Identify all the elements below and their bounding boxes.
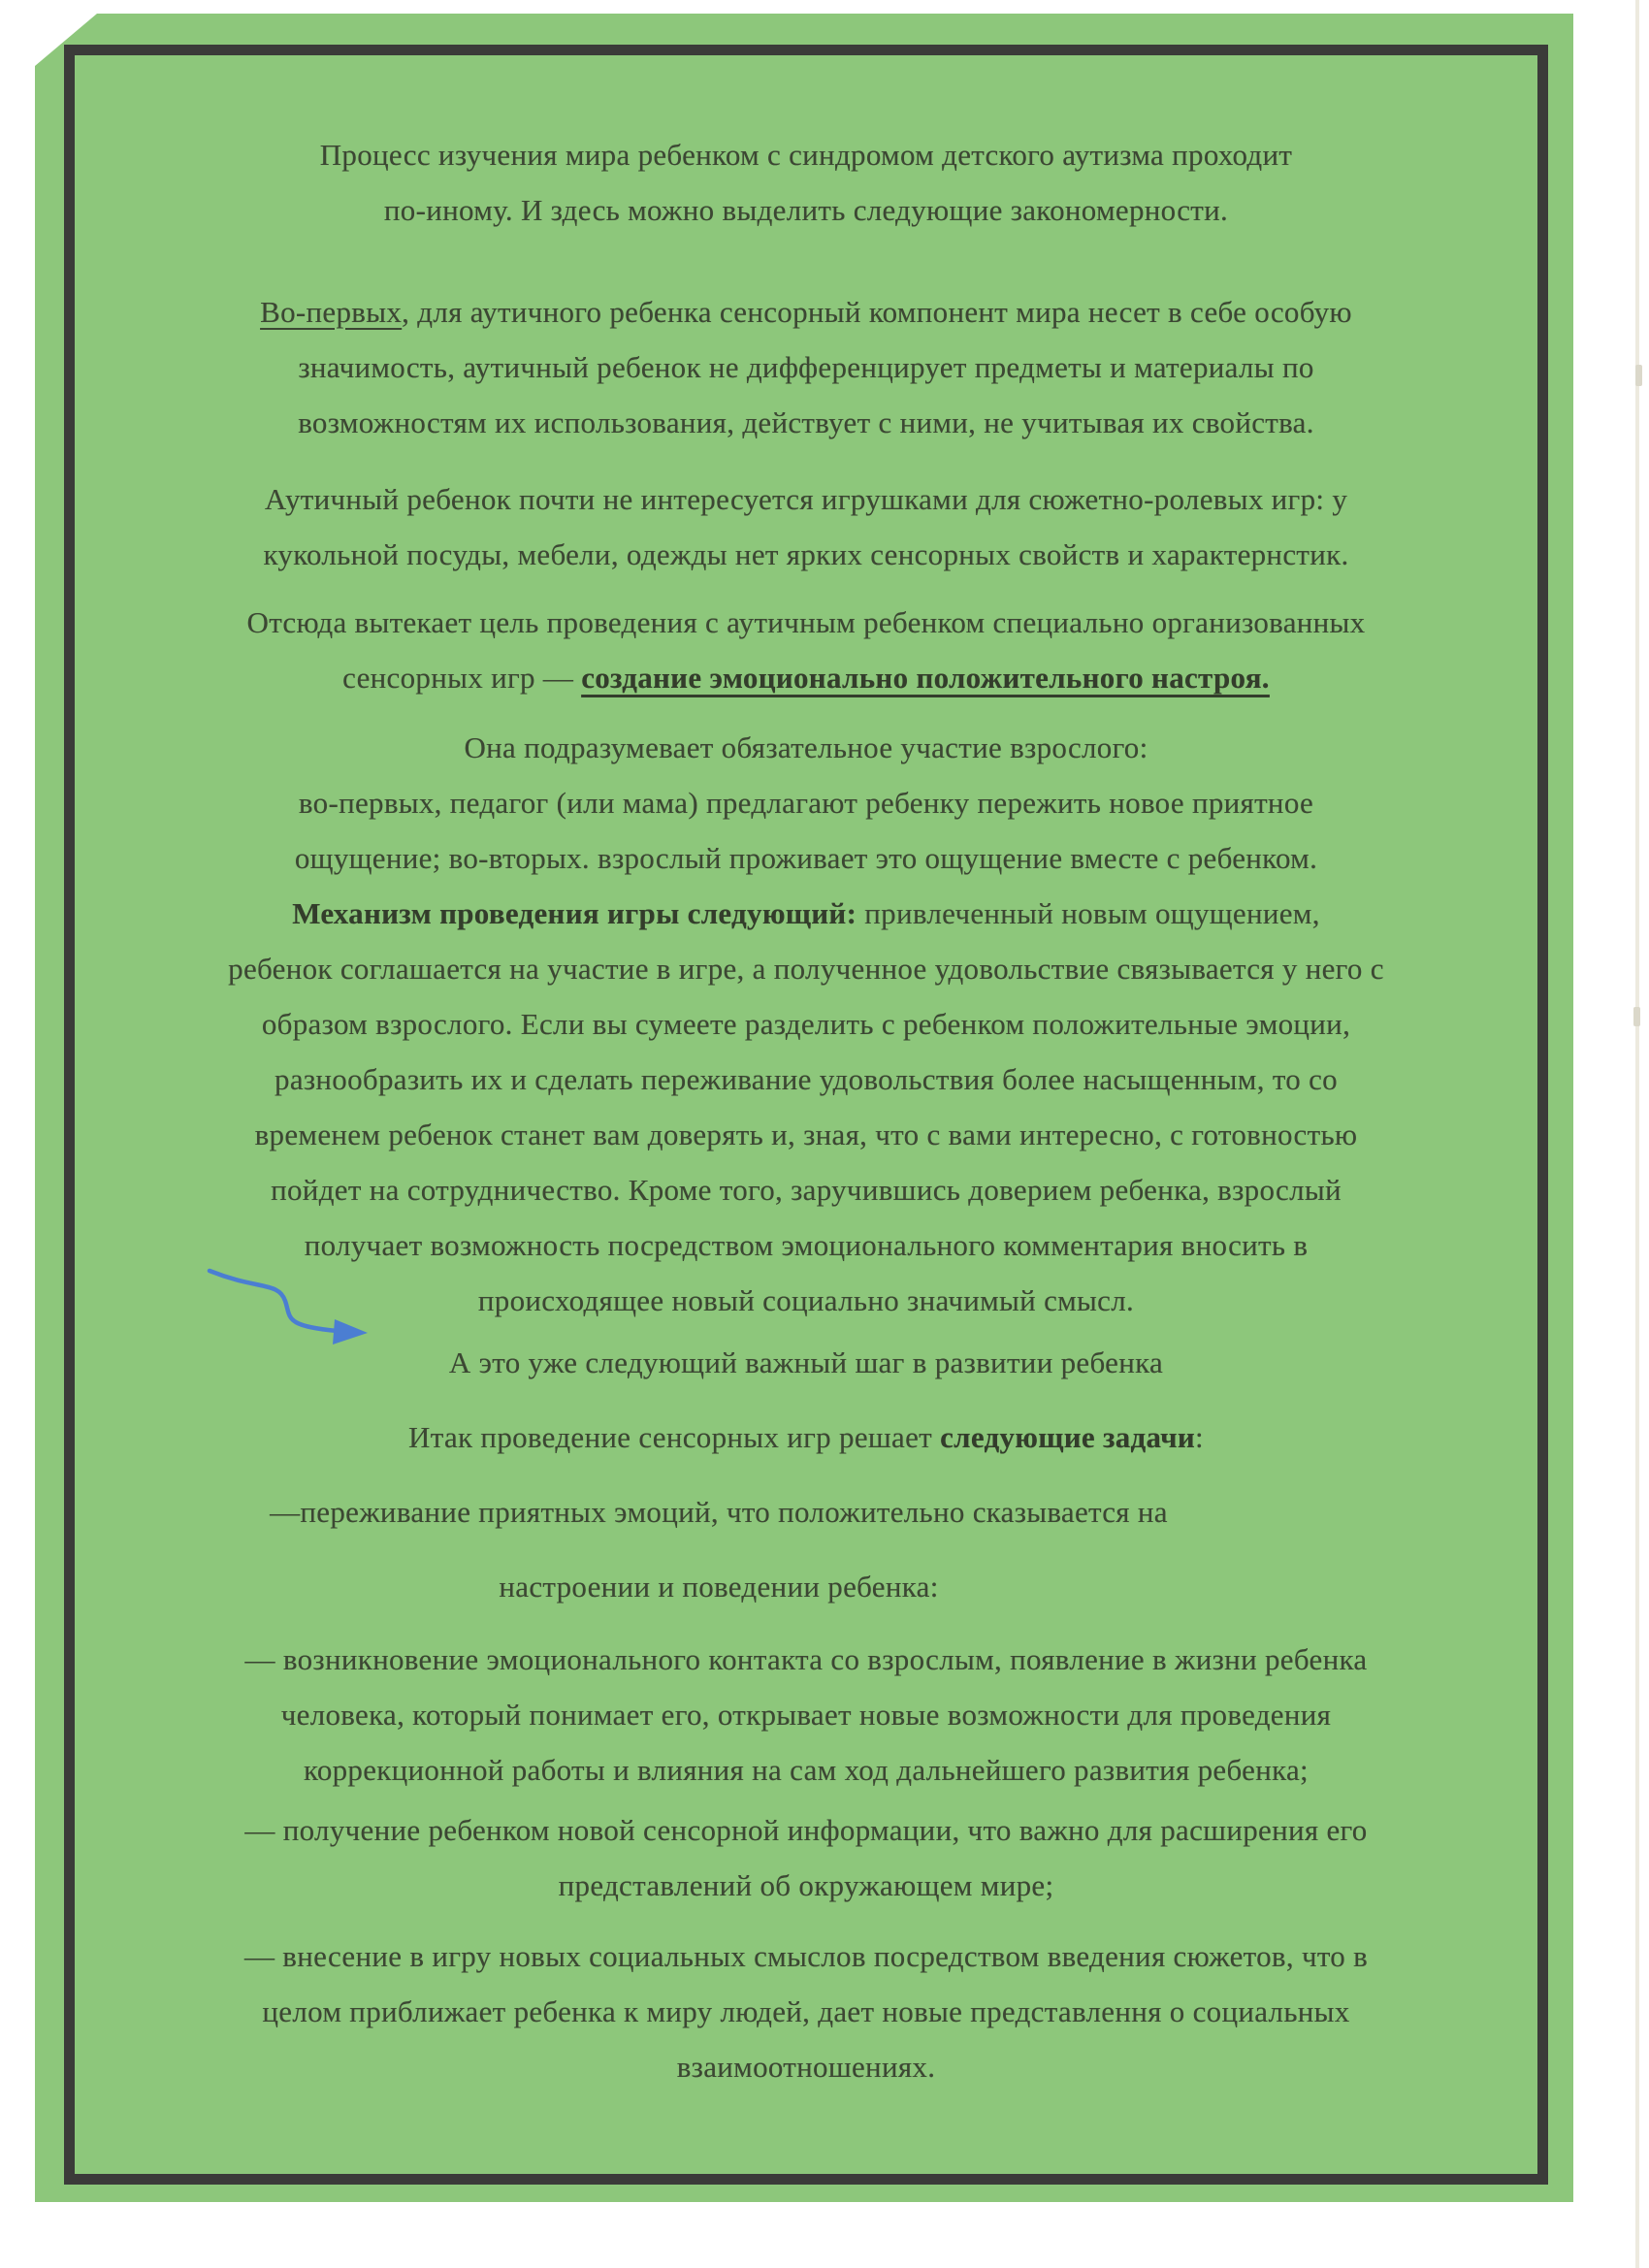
text-segment: значимость, аутичный ребенок не дифференцирует предметы и материалы по	[298, 350, 1314, 384]
text-line	[104, 1052, 1508, 1107]
text-line	[104, 720, 1508, 775]
scanned-page	[35, 14, 1573, 2202]
text-line	[104, 1409, 1508, 1465]
scan-speck	[1633, 1007, 1640, 1026]
text-line	[104, 1802, 1508, 1858]
task-social-paragraph	[104, 1928, 1508, 2094]
text-line	[104, 284, 1508, 340]
text-segment: возможностям их использования, действует с ними, не учитывая их свойства.	[298, 405, 1314, 439]
text-line	[104, 395, 1508, 450]
text-line	[104, 182, 1508, 238]
text-line	[104, 775, 1508, 830]
text-line	[104, 1559, 1334, 1614]
text-line	[104, 340, 1508, 395]
task-information-paragraph	[104, 1802, 1508, 1913]
text-segment: :	[1195, 1420, 1204, 1454]
text-segment: — возникновение эмоционального контакта со взрослым, появление в жизни ребенка	[244, 1642, 1368, 1676]
text-segment: происходящее новый социально значимый смысл.	[477, 1283, 1135, 1317]
text-segment: взаимоотношениях.	[676, 2050, 936, 2084]
text-segment: Аутичный ребенок почти не интересуется игрушками для сюжетно-ролевых игр: у	[264, 482, 1348, 516]
text-segment: ребенок соглашается на участие в игре, а полученное удовольствие связывается у него с	[228, 952, 1384, 986]
text-segment: пойдет на сотрудничество. Кроме того, заручившись доверием ребенка, взрослый	[271, 1173, 1342, 1207]
task-emotions-line-2	[104, 1559, 1508, 1614]
next-step-line	[104, 1335, 1508, 1390]
intro-paragraph	[104, 127, 1508, 238]
emphasis-bold-underline: создание эмоционально положительного настроя.	[581, 661, 1270, 695]
text-line	[104, 1217, 1508, 1273]
text-line	[104, 1984, 1508, 2039]
text-line	[104, 1858, 1508, 1913]
task-emotions-line	[104, 1484, 1508, 1539]
scan-edge-line	[1635, 0, 1639, 2268]
page-border-frame	[64, 45, 1548, 2185]
emphasis-bold: следующие задачи	[940, 1420, 1196, 1454]
text-line	[104, 471, 1508, 527]
emphasis-underline: Во-первых	[260, 295, 403, 329]
text-segment: Отсюда вытекает цель проведения с аутичным ребенком специально организованных	[246, 605, 1366, 639]
text-segment: настроении и поведении ребенка:	[499, 1570, 939, 1604]
text-segment: привлеченный новым ощущением,	[857, 896, 1320, 930]
task-contact-paragraph	[104, 1632, 1508, 1798]
text-line	[104, 1632, 1508, 1687]
document-content	[104, 127, 1508, 2094]
text-line	[104, 527, 1508, 582]
text-segment: образом взрослого. Если вы сумеете разделить с ребенком положительные эмоции,	[261, 1007, 1351, 1041]
text-segment: — получение ребенком новой сенсорной информации, что важно для расширения его	[244, 1813, 1368, 1847]
text-segment: — внесение в игру новых социальных смыслов посредством введения сюжетов, что в	[243, 1939, 1369, 1973]
text-segment: сенсорных игр —	[342, 661, 582, 695]
text-segment: —переживание приятных эмоций, что положительно сказывается на	[270, 1495, 1168, 1529]
text-segment: представлений об окружающем мире;	[558, 1868, 1054, 1902]
text-segment: Итак проведение сенсорных игр решает	[408, 1420, 941, 1454]
text-line	[104, 996, 1508, 1052]
text-segment: во-первых, педагог (или мама) предлагают ребенку пережить новое приятное	[298, 786, 1314, 820]
emphasis-bold: Механизм проведения игры следующий:	[292, 896, 857, 930]
toys-paragraph	[104, 471, 1508, 582]
text-segment: , для аутичного ребенка сенсорный компонент мира несет в себе особую	[402, 295, 1352, 329]
text-segment: получает возможность посредством эмоционального комментария вносить в	[304, 1228, 1309, 1262]
text-line	[104, 1687, 1508, 1742]
scan-speck	[1635, 365, 1642, 386]
text-line	[104, 1335, 1508, 1390]
text-segment: человека, который понимает его, открывает новые возможности для проведения	[280, 1698, 1332, 1732]
first-point-paragraph	[104, 284, 1508, 450]
text-line	[104, 886, 1508, 941]
text-line	[104, 1107, 1508, 1162]
text-line	[104, 1162, 1508, 1217]
goal-paragraph	[104, 595, 1508, 705]
text-segment: разнообразить их и сделать переживание удовольствия более насыщенным, то со	[275, 1062, 1338, 1096]
text-segment: целом приближает ребенка к миру людей, дает новые представлення о социальных	[262, 1994, 1350, 2028]
text-segment: А это уже следующий важный шаг в развитии ребенка	[448, 1345, 1164, 1379]
text-line	[104, 595, 1508, 650]
text-line	[104, 941, 1508, 996]
text-line	[104, 1742, 1508, 1798]
text-segment: по-иному. И здесь можно выделить следующие закономерности.	[383, 193, 1229, 227]
text-segment: коррекционной работы и влияния на сам ход дальнейшего развития ребенка;	[304, 1753, 1309, 1787]
text-line	[104, 2039, 1508, 2094]
tasks-heading-line	[104, 1409, 1508, 1465]
text-segment: временем ребенок станет вам доверять и, зная, что с вами интересно, с готовностью	[254, 1118, 1358, 1151]
text-line	[104, 830, 1508, 886]
text-line	[104, 1484, 1334, 1539]
text-line	[104, 650, 1508, 705]
mechanism-paragraph	[104, 720, 1508, 1328]
text-line	[104, 1928, 1508, 1984]
text-line	[104, 127, 1508, 182]
text-segment: Она подразумевает обязательное участие взрослого:	[464, 730, 1148, 764]
text-segment: кукольной посуды, мебели, одежды нет ярких сенсорных свойств и характернстик.	[263, 537, 1349, 571]
text-line	[104, 1273, 1508, 1328]
text-segment: ощущение; во-вторых. взрослый проживает это ощущение вместе с ребенком.	[294, 841, 1318, 875]
text-segment: Процесс изучения мира ребенком с синдромом детского аутизма проходит	[319, 138, 1293, 172]
